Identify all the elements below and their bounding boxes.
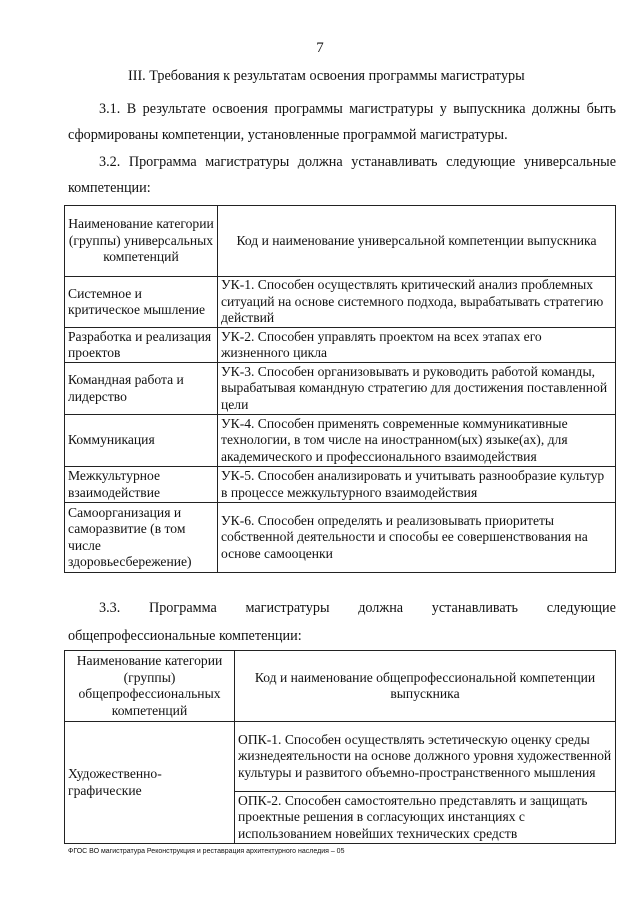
competency-code: ОПК-1. Способен осуществлять эстетическую оценку среды жизнедеятельности на основе должного уровня художественной культуры и развитого объемно-пространственного мышления — [235, 722, 616, 792]
paragraph-3-3 — [99, 600, 616, 617]
word: устанавливать — [431, 600, 519, 616]
competency-code: ОПК-2. Способен самостоятельно представлять и защищать проектные решения в согласующих инстанциях с использованием новейших технических средств — [235, 792, 616, 844]
table-row — [65, 363, 616, 415]
word: должна — [358, 600, 404, 616]
competency-code: УК-2. Способен управлять проектом на всех этапах его жизненного цикла — [218, 328, 616, 363]
competency-code: УК-5. Способен анализировать и учитывать разнообразие культур в процессе межкультурного взаимодействия — [218, 467, 616, 503]
table-row — [65, 277, 616, 328]
paragraph-3-2: 3.2. Программа магистратуры должна устанавливать следующие универсальные компетенции: — [68, 154, 616, 196]
table-row — [65, 722, 616, 792]
competency-code: УК-4. Способен применять современные коммуникативные технологии, в том числе на иностранном(ых) языке(ах), для академического и профессионального взаимодействия — [218, 415, 616, 467]
paragraph-3-3-continuation: общепрофессиональные компетенции: — [68, 628, 302, 644]
competency-code: УК-1. Способен осуществлять критический анализ проблемных ситуаций на основе системного подхода, вырабатывать стратегию действий — [218, 277, 616, 328]
word: магистратуры — [245, 600, 330, 616]
competency-code: УК-3. Способен организовывать и руководить работой команды, вырабатывая командную стратегию для достижения поставленной цели — [218, 363, 616, 415]
universal-competencies-table — [64, 205, 616, 573]
footer: ФГОС ВО магистратура Реконструкция и реставрация архитектурного наследия – 05 — [68, 848, 345, 855]
table-header-code: Код и наименование общепрофессиональной компетенции выпускника — [235, 651, 616, 722]
word: следующие — [546, 600, 616, 616]
word: 3.3. — [99, 600, 121, 616]
table-header-group: Наименование категории (группы) общепрофессиональных компетенций — [65, 651, 235, 722]
table-header-group: Наименование категории (группы) универсальных компетенций — [65, 206, 218, 277]
competency-group: Системное и критическое мышление — [65, 277, 218, 328]
competency-group: Художественно-графические — [65, 722, 235, 844]
word: Программа — [148, 600, 217, 616]
competency-group: Коммуникация — [65, 415, 218, 467]
competency-group: Межкультурное взаимодействие — [65, 467, 218, 503]
competency-group: Командная работа и лидерство — [65, 363, 218, 415]
paragraph-3-1: 3.1. В результате освоения программы магистратуры у выпускника должны быть сформированы компетенции, установленные программой магистратуры. — [68, 101, 616, 143]
competency-group: Самоорганизация и саморазвитие (в том числе здоровьесбережение) — [65, 503, 218, 573]
competency-group: Разработка и реализация проектов — [65, 328, 218, 363]
table-row — [65, 415, 616, 467]
competency-code: УК-6. Способен определять и реализовывать приоритеты собственной деятельности и способы ее совершенствования на основе самооценки — [218, 503, 616, 573]
table-header-code: Код и наименование универсальной компетенции выпускника — [218, 206, 616, 277]
table-row — [65, 503, 616, 573]
table-row — [65, 328, 616, 363]
page-number: 7 — [316, 40, 324, 56]
general-professional-competencies-table — [64, 650, 616, 844]
table-row — [65, 467, 616, 503]
section-title: III. Требования к результатам освоения программы магистратуры — [128, 68, 525, 84]
